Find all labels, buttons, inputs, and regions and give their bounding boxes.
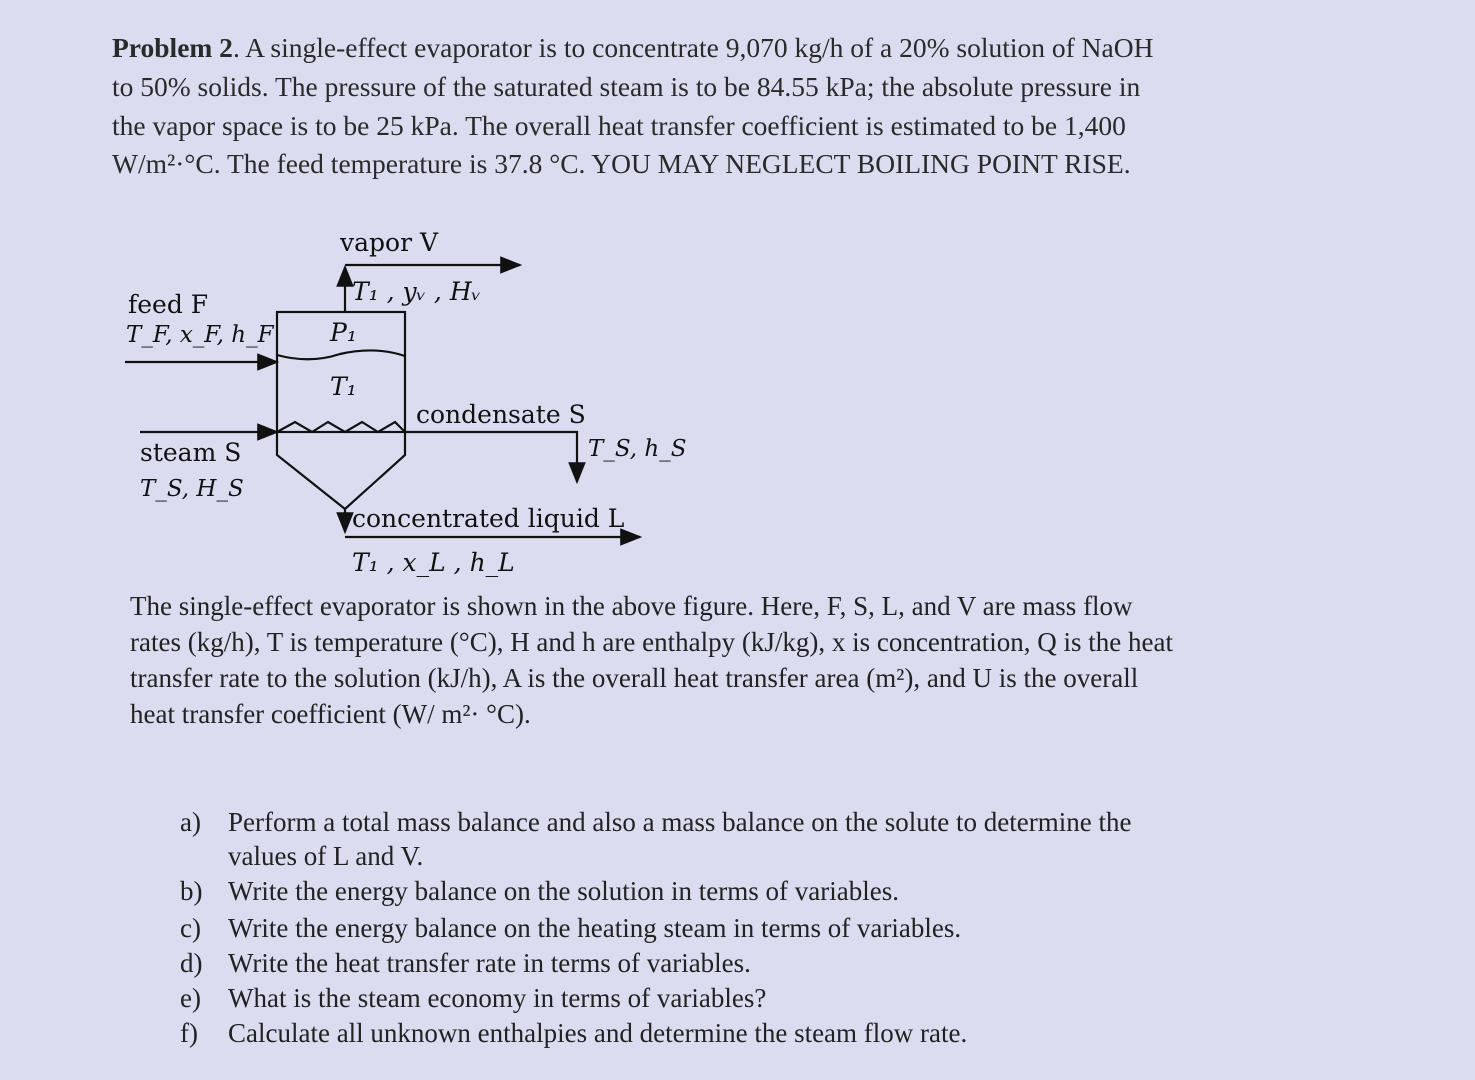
- liquid-props-label: T₁ , x_L , h_L: [352, 548, 515, 577]
- question-item: d) Write the heat transfer rate in terms of variables.: [180, 948, 751, 978]
- liquid-label: concentrated liquid L: [352, 504, 625, 533]
- vapor-label: vapor V: [340, 228, 439, 257]
- question-item: f) Calculate all unknown enthalpies and determine the steam flow rate.: [180, 1018, 968, 1048]
- question-item: b) Write the energy balance on the solution in terms of variables.: [180, 876, 899, 906]
- steam-label: steam S: [140, 438, 242, 467]
- liquid-surface: [277, 350, 405, 359]
- steam-props-label: T_S, H_S: [140, 476, 244, 502]
- heating-coil: [277, 422, 405, 432]
- temperature-label: T₁: [330, 372, 357, 401]
- question-item: a) Perform a total mass balance and also a mass balance on the solute to determine the: [180, 807, 1132, 837]
- description-line: heat transfer coefficient (W/ m²· °C).: [130, 699, 531, 729]
- problem-title: Problem 2: [112, 32, 233, 63]
- condensate-arrow: [405, 432, 577, 482]
- problem-line-3: the vapor space is to be 25 kPa. The overall heat transfer coefficient is estimated to be 1,400: [112, 110, 1126, 141]
- question-item-continued: values of L and V.: [228, 841, 424, 871]
- feed-props-label: T_F, x_F, h_F: [126, 322, 274, 348]
- problem-line-4: W/m²·°C. The feed temperature is 37.8 °C. YOU MAY NEGLECT BOILING POINT RISE.: [112, 148, 1131, 179]
- evaporator-cone: [277, 432, 405, 509]
- feed-label: feed F: [128, 290, 209, 319]
- problem-line-1: Problem 2. A single-effect evaporator is to concentrate 9,070 kg/h of a 20% solution of NaOH: [112, 32, 1154, 63]
- condensate-props-label: T_S, h_S: [588, 436, 687, 462]
- vapor-props-label: T₁ , yᵥ , Hᵥ: [352, 277, 481, 306]
- description-line: rates (kg/h), T is temperature (°C), H and h are enthalpy (kJ/kg), x is concentration, Q is the heat: [130, 627, 1173, 657]
- description-line: transfer rate to the solution (kJ/h), A is the overall heat transfer area (m²), and U is the overall: [130, 663, 1139, 693]
- question-item: c) Write the energy balance on the heating steam in terms of variables.: [180, 913, 962, 943]
- pressure-label: P₁: [330, 318, 357, 347]
- question-item: e) What is the steam economy in terms of variables?: [180, 983, 767, 1013]
- condensate-label: condensate S: [416, 400, 586, 429]
- description-line: The single-effect evaporator is shown in the above figure. Here, F, S, L, and V are mass flow: [130, 591, 1133, 621]
- problem-line-2: to 50% solids. The pressure of the saturated steam is to be 84.55 kPa; the absolute pressure in: [112, 71, 1141, 102]
